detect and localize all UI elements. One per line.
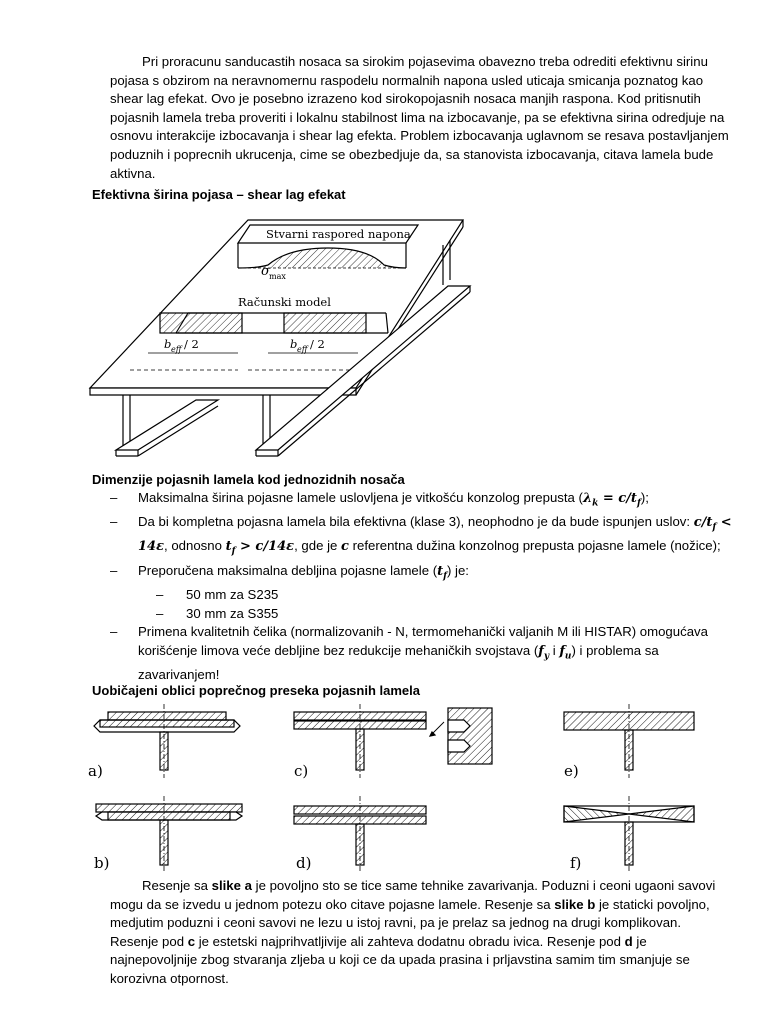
label-c: c) [294, 762, 309, 780]
label-half-left: / 2 [184, 337, 199, 351]
label-beff-right-sub: eff [297, 345, 308, 354]
sublist-item-s355: – 30 mm za S355 [156, 605, 279, 621]
label-half-right: / 2 [310, 337, 325, 351]
label-b: b) [94, 854, 110, 872]
label-beff-right: b [290, 337, 298, 351]
list-item-max-width: – Maksimalna širina pojasne lamele uslovljena je vitkošću konzolog prepusta $(\lambda_k = c/t_f)$; [110, 490, 649, 509]
heading-flange-dimensions: Dimenzije pojasnih lamela kod jednozidnih nosača [92, 472, 405, 487]
list-item-class3: – Da bi kompletna pojasna lamela bila efektivna (klase 3), neophodno je da bude ispunjen uslov: $c/t_f < 14\varepsilon$, odnosno $t_f > c/14\varepsilon$, gde je c referentna dužina konzolnog prepusta pojasne lamele (nožice); [110, 514, 732, 558]
shear-lag-figure [88, 210, 488, 460]
label-model: Računski model [238, 295, 331, 309]
label-d: d) [296, 854, 312, 872]
label-actual-stress: Stvarni raspored napona [266, 227, 411, 241]
intro-paragraph [110, 53, 730, 183]
intro-text: Pri proracunu sanducastih nosaca sa sirokim pojasevima obavezno treba odrediti efektivnu sirinu pojasa s obzirom na neravnomernu raspodelu normalnih napona usled uticaja smicanja poznatog kao shear lag efekat. Ovo je posebno izrazeno kod sirokopojasnih nosaca manjih raspona. Kod pritisnutih pojasnih lamela treba proveriti i lokalnu stabilnost lima na izbocavanje, pa se efektivna sirina odredjuje na osnovu interakcije izbocavanja i shear lag efekta. Problem izbocavanja uglavnom se resava postavljanjem poduznih i poprecnih ukrucenja, cime se obezbedjuje da, sa stanovista izbocavanja, citava lamela bude aktivna. [110, 54, 729, 181]
section-b [96, 796, 242, 872]
section-c [294, 704, 492, 778]
requirements-list [110, 489, 740, 685]
heading-effective-width: Efektivna širina pojasa – shear lag efekat [92, 187, 346, 202]
section-a [94, 704, 240, 778]
label-e: e) [564, 762, 579, 780]
label-a: a) [88, 762, 103, 780]
label-sigma-sub: max [269, 272, 286, 281]
section-f [564, 796, 694, 872]
heading-cross-sections: Uobičajeni oblici poprečnog preseka pojasnih lamela [92, 683, 420, 698]
cross-sections-figure [86, 700, 726, 875]
list-item-quality-steel: – Primena kvalitetnih čelika (normalizovanih - N, termomehanički valjanih M ili HISTAR) omogućava korišćenje limova veće debljine bez redukcije mehaničkih svojstava ($f_y$ i $f_u$) i problema sa zavarivanjem! [110, 624, 708, 682]
closing-paragraph: Resenje sa slike a je povoljno sto se tice same tehnike zavarivanja. Poduzni i ceoni ugaoni savovi mogu da se izvedu u jednom potezu oko citave pojasne lamele. Resenje sa slike b je staticki povoljno, medjutim poduzni i ceoni savovi ne lezu u istoj ravni, pa je prelaz sa jednog na drugi komplikovan. Resenje pod c je estetski najprihvatljivije ali zahteva dodatnu obradu ivica. Resenje pod d je najnepovoljnije zbog stvaranja zljeba u koji ce da upada prasina i prljavstina samim tim smanjuje se korozivna otpornost. [110, 878, 716, 986]
sublist-item-s235: – 50 mm za S235 [156, 586, 279, 602]
label-beff-left-sub: eff [171, 345, 182, 354]
label-f: f) [570, 854, 582, 872]
list-item-max-thickness: – Preporučena maksimalna debljina pojasne lamele $(t_f)$ je: [110, 562, 469, 582]
section-e [564, 704, 694, 778]
section-d [294, 796, 426, 872]
label-sigma: σ [261, 264, 270, 279]
label-beff-left: b [164, 337, 172, 351]
